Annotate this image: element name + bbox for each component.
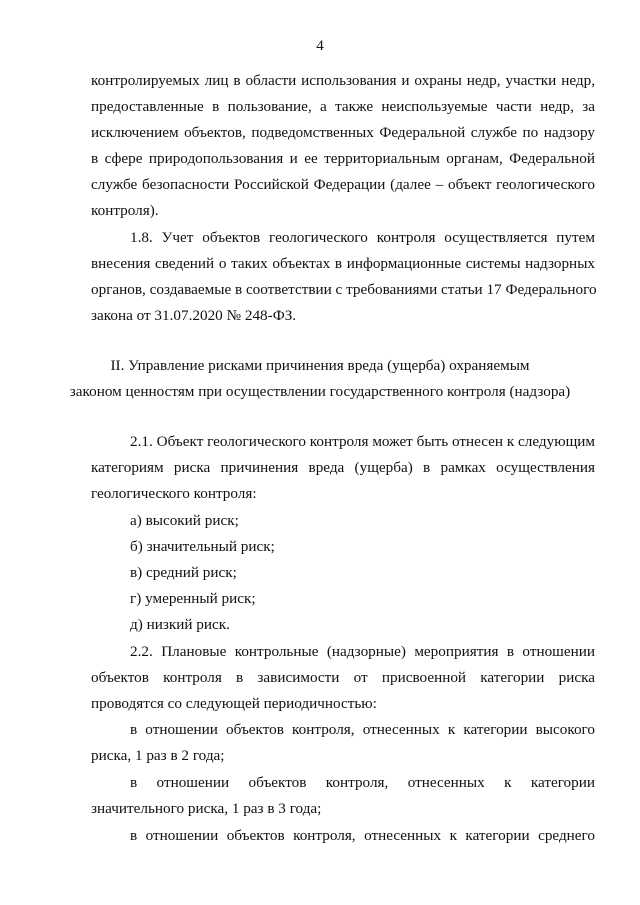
paragraph-line: в сфере природопользования и ее территориальным органам, Федеральной — [91, 150, 595, 167]
paragraph-line: в отношении объектов контроля, отнесенных к категории среднего — [130, 827, 595, 844]
list-item: г) умеренный риск; — [130, 590, 256, 607]
paragraph-line: исключением объектов, подведомственных Федеральной службе по надзору — [91, 124, 595, 141]
list-item: б) значительный риск; — [130, 538, 275, 555]
paragraph-line: проводятся со следующей периодичностью: — [91, 695, 377, 712]
paragraph-line: 2.2. Плановые контрольные (надзорные) мероприятия в отношении — [130, 643, 595, 660]
list-item: а) высокий риск; — [130, 512, 239, 529]
section-heading: II. Управление рисками причинения вреда (ущерба) охраняемым — [110, 357, 530, 374]
paragraph-line: внесения сведений о таких объектах в информационные системы надзорных — [91, 255, 595, 272]
paragraph-line: геологического контроля: — [91, 485, 257, 502]
paragraph-line: категориям риска причинения вреда (ущерба) в рамках осуществления — [91, 459, 595, 476]
paragraph-line: 1.8. Учет объектов геологического контроля осуществляется путем — [130, 229, 595, 246]
paragraph-line: значительного риска, 1 раз в 3 года; — [91, 800, 322, 817]
paragraph-line: в отношении объектов контроля, отнесенных к категории — [130, 774, 595, 791]
paragraph-line: контроля). — [91, 202, 159, 219]
paragraph-line: 2.1. Объект геологического контроля может быть отнесен к следующим — [130, 433, 595, 450]
paragraph-line: контролируемых лиц в области использования и охраны недр, участки недр, — [91, 72, 595, 89]
paragraph-line: предоставленные в пользование, а также неиспользуемые части недр, за — [91, 98, 595, 115]
section-heading: законом ценностям при осуществлении государственного контроля (надзора) — [69, 383, 571, 400]
paragraph-line: объектов контроля в зависимости от присвоенной категории риска — [91, 669, 595, 686]
paragraph-line: в отношении объектов контроля, отнесенных к категории высокого — [130, 721, 595, 738]
paragraph-line: риска, 1 раз в 2 года; — [91, 747, 225, 764]
paragraph-line: органов, создаваемые в соответствии с требованиями статьи 17 Федерального — [91, 281, 597, 298]
paragraph-line: закона от 31.07.2020 № 248-ФЗ. — [91, 307, 297, 324]
list-item: в) средний риск; — [130, 564, 237, 581]
page-number: 4 — [316, 38, 324, 54]
paragraph-line: службе безопасности Российской Федерации (далее – объект геологического — [91, 176, 595, 193]
list-item: д) низкий риск. — [130, 616, 230, 633]
